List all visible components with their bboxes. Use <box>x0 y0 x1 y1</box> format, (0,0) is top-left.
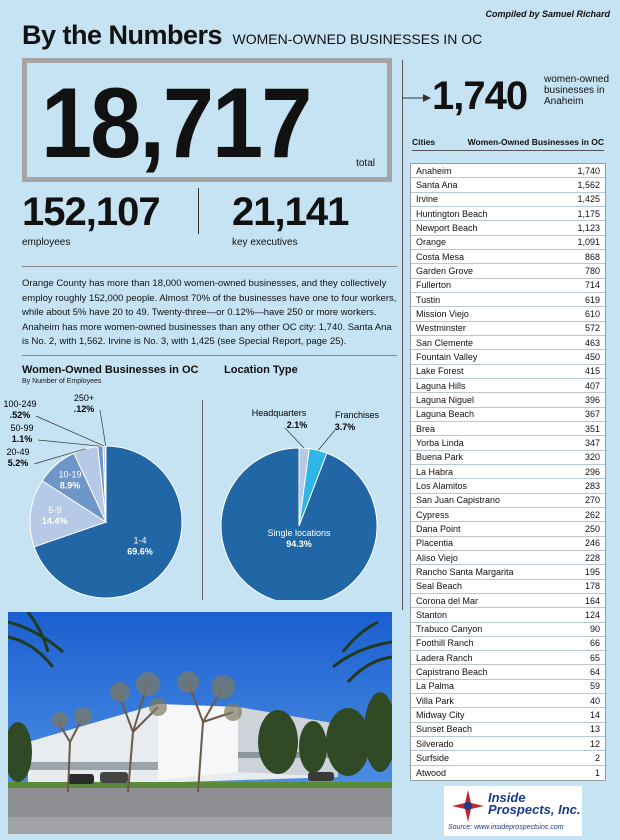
table-row <box>411 465 605 479</box>
city-count: 65 <box>589 652 600 663</box>
table-row <box>411 594 605 608</box>
city-name: Huntington Beach <box>416 208 488 219</box>
city-count: 619 <box>584 294 600 305</box>
total-value: 18,717 <box>41 68 311 179</box>
table-row <box>411 178 605 192</box>
table-row <box>411 723 605 737</box>
city-name: Santa Ana <box>416 179 458 190</box>
city-name: La Palma <box>416 681 455 692</box>
leader-line <box>318 430 335 450</box>
city-count: 64 <box>589 667 600 678</box>
city-name: Fountain Valley <box>416 351 478 362</box>
total-box <box>22 58 392 182</box>
slice-label: 50-99 <box>10 423 34 433</box>
table-row <box>411 365 605 379</box>
title-main: By the Numbers <box>22 20 223 50</box>
city-name: Cypress <box>416 509 450 520</box>
city-name: Laguna Hills <box>416 380 466 391</box>
source-text: Source: www.insideprospectsinc.com <box>448 824 564 831</box>
pie-divider <box>202 400 203 600</box>
slice-value: 69.6% <box>127 546 153 557</box>
city-name: Capistrano Beach <box>416 667 488 678</box>
slice-value: 94.3% <box>286 539 312 549</box>
leader-line <box>285 428 304 448</box>
divider-line <box>22 355 397 356</box>
slice-label: 1-4 <box>133 535 147 546</box>
city-count: 610 <box>584 308 600 319</box>
city-count: 367 <box>584 409 600 420</box>
city-count: 1,562 <box>577 179 600 190</box>
city-name: Ladera Ranch <box>416 652 473 663</box>
city-name: Silverado <box>416 738 454 749</box>
city-count: 66 <box>589 638 600 649</box>
total-label: total <box>356 158 375 169</box>
city-name: Newport Beach <box>416 222 478 233</box>
city-name: Atwood <box>416 767 447 778</box>
executives-value: 21,141 <box>232 190 349 234</box>
table-row <box>411 551 605 565</box>
city-name: Sunset Beach <box>416 724 473 735</box>
employees-pie-title: Women-Owned Businesses in OC <box>22 364 199 376</box>
executives-label: key executives <box>232 237 298 248</box>
city-count: 124 <box>584 609 600 620</box>
city-name: San Juan Capistrano <box>416 495 501 506</box>
table-row <box>411 207 605 221</box>
city-count: 90 <box>589 624 600 635</box>
table-row <box>411 221 605 235</box>
city-name: Lake Forest <box>416 366 464 377</box>
slice-label: 20-49 <box>6 447 30 457</box>
city-count: 1 <box>594 767 600 778</box>
city-count: 780 <box>584 265 600 276</box>
executives-stat <box>232 190 348 248</box>
table-row <box>411 279 605 293</box>
col-city: Cities <box>412 137 436 147</box>
table-row <box>411 193 605 207</box>
slice-label: 5-9 <box>48 504 62 515</box>
city-count: 347 <box>584 437 600 448</box>
city-name: Laguna Niguel <box>416 394 475 405</box>
employees-stat <box>22 190 160 248</box>
city-count: 320 <box>584 452 600 463</box>
city-name: Trabuco Canyon <box>416 624 483 635</box>
stat-divider <box>198 188 199 234</box>
city-name: Yorba Linda <box>416 437 464 448</box>
pie-slice-250+ <box>105 446 106 522</box>
table-row <box>411 665 605 679</box>
city-count: 228 <box>584 552 600 563</box>
city-count: 178 <box>584 581 600 592</box>
col-count: Women-Owned Businesses in OC <box>467 137 604 147</box>
city-name: Orange <box>416 237 447 248</box>
city-count: 1,425 <box>577 194 600 205</box>
office-building-photo <box>8 612 392 834</box>
table-row <box>411 322 605 336</box>
city-count: 164 <box>584 595 600 606</box>
location-pie-title: Location Type <box>224 364 298 376</box>
anaheim-callout <box>432 74 610 118</box>
table-row <box>411 766 605 780</box>
city-name: Costa Mesa <box>416 251 465 262</box>
city-count: 283 <box>584 480 600 491</box>
table-row <box>411 164 605 178</box>
city-count: 868 <box>584 251 600 262</box>
slice-label: 10-19 <box>58 469 82 480</box>
slice-label: Headquarters <box>251 408 307 418</box>
city-count: 2 <box>594 753 600 764</box>
city-count: 195 <box>584 566 600 577</box>
table-row <box>411 651 605 665</box>
city-count: 250 <box>584 523 600 534</box>
city-count: 262 <box>584 509 600 520</box>
city-count: 396 <box>584 394 600 405</box>
table-row <box>411 307 605 321</box>
slice-value: 1.1% <box>11 434 33 444</box>
city-name: Laguna Beach <box>416 409 475 420</box>
city-name: Buena Park <box>416 452 464 463</box>
city-name: Fullerton <box>416 280 452 291</box>
anaheim-label: women-owned businesses in Anaheim <box>544 74 610 107</box>
leader-line <box>36 416 104 446</box>
table-row <box>411 264 605 278</box>
cities-table <box>410 163 606 781</box>
divider-line <box>22 266 397 267</box>
table-row <box>411 350 605 364</box>
title-sub: WOMEN-OWNED BUSINESSES IN OC <box>232 31 483 47</box>
city-name: Villa Park <box>416 695 454 706</box>
city-name: Irvine <box>416 194 439 205</box>
city-name: Rancho Santa Margarita <box>416 566 514 577</box>
city-count: 13 <box>589 724 600 735</box>
city-name: Midway City <box>416 710 465 721</box>
table-row <box>411 508 605 522</box>
slice-value: 14.4% <box>41 515 68 526</box>
city-name: Aliso Viejo <box>416 552 458 563</box>
city-name: Placentia <box>416 538 454 549</box>
location-pie-chart <box>205 390 400 600</box>
city-name: Corona del Mar <box>416 595 479 606</box>
compass-logo-icon <box>452 790 484 822</box>
city-name: Seal Beach <box>416 581 463 592</box>
column-divider <box>402 60 403 610</box>
city-count: 1,091 <box>577 237 600 248</box>
slice-value: 5.2% <box>7 458 29 468</box>
city-count: 1,740 <box>577 165 600 176</box>
table-row <box>411 623 605 637</box>
anaheim-value: 1,740 <box>432 74 528 118</box>
table-row <box>411 637 605 651</box>
table-row <box>411 479 605 493</box>
table-row <box>411 680 605 694</box>
source-logo-text: Inside Prospects, Inc. <box>488 790 581 817</box>
city-count: 450 <box>584 351 600 362</box>
city-count: 463 <box>584 337 600 348</box>
city-name: Garden Grove <box>416 265 474 276</box>
city-name: Foothill Ranch <box>416 638 474 649</box>
table-row <box>411 737 605 751</box>
table-row <box>411 250 605 264</box>
city-count: 1,123 <box>577 222 600 233</box>
city-name: Tustin <box>416 294 441 305</box>
employees-pie-chart <box>0 390 200 600</box>
employees-label: employees <box>22 237 71 248</box>
table-row <box>411 293 605 307</box>
table-row <box>411 694 605 708</box>
slice-label: 250+ <box>73 393 95 403</box>
city-name: Surfside <box>416 753 450 764</box>
city-name: Anaheim <box>416 165 452 176</box>
slice-label: 100-249 <box>3 399 37 409</box>
table-row <box>411 494 605 508</box>
city-name: Los Alamitos <box>416 480 468 491</box>
table-row <box>411 537 605 551</box>
table-row <box>411 522 605 536</box>
slice-value: .52% <box>9 410 31 420</box>
summary-paragraph: Orange County has more than 18,000 women-owned businesses, and they collectively employ roughly 152,000 people. Almost 70% of the businesses have one to four workers, while about 5% have 20 to 49. Twenty-three—or 0.12%—have 250 or more workers. Anaheim has more women-owned businesses than any other OC city: 1,740. Santa Ana is No. 2, with 1,562. Irvine is No. 3, with 1,425 (see Special Report, page 25). <box>22 278 397 348</box>
slice-value: 2.1% <box>286 420 308 430</box>
table-row <box>411 565 605 579</box>
table-row <box>411 451 605 465</box>
city-name: Mission Viejo <box>416 308 469 319</box>
slice-value: .12% <box>73 404 95 414</box>
city-count: 351 <box>584 423 600 434</box>
table-row <box>411 408 605 422</box>
table-row <box>411 336 605 350</box>
city-name: Westminster <box>416 323 466 334</box>
table-row <box>411 708 605 722</box>
table-row <box>411 393 605 407</box>
city-name: La Habra <box>416 466 454 477</box>
city-count: 296 <box>584 466 600 477</box>
employees-pie-subtitle: By Number of Employees <box>22 378 102 385</box>
city-count: 246 <box>584 538 600 549</box>
city-count: 1,175 <box>577 208 600 219</box>
city-count: 14 <box>589 710 600 721</box>
table-row <box>411 751 605 765</box>
table-row <box>411 236 605 250</box>
slice-value: 8.9% <box>59 480 81 491</box>
table-row <box>411 580 605 594</box>
city-count: 12 <box>589 738 600 749</box>
table-row <box>411 379 605 393</box>
city-count: 40 <box>589 695 600 706</box>
city-count: 407 <box>584 380 600 391</box>
slice-value: 3.7% <box>334 422 356 432</box>
city-name: Stanton <box>416 609 448 620</box>
leader-line <box>38 440 100 446</box>
city-name: Dana Point <box>416 523 461 534</box>
arrow-icon <box>402 92 432 104</box>
table-row <box>411 422 605 436</box>
credit-line: Compiled by Samuel Richard <box>485 9 610 19</box>
city-count: 270 <box>584 495 600 506</box>
page-title <box>22 20 482 51</box>
leader-line <box>100 410 106 446</box>
city-count: 59 <box>589 681 600 692</box>
source-logo-box <box>444 786 582 836</box>
city-name: Brea <box>416 423 436 434</box>
table-row <box>411 608 605 622</box>
slice-label: Franchises <box>334 410 380 420</box>
city-count: 714 <box>584 280 600 291</box>
city-name: San Clemente <box>416 337 474 348</box>
table-header <box>412 137 604 147</box>
city-count: 415 <box>584 366 600 377</box>
city-count: 572 <box>584 323 600 334</box>
employees-value: 152,107 <box>22 190 160 234</box>
slice-label: Single locations <box>267 528 331 538</box>
table-header-rule <box>412 150 604 151</box>
table-row <box>411 436 605 450</box>
